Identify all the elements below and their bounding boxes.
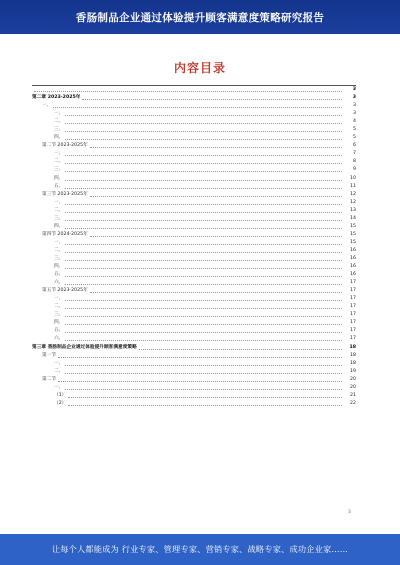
toc-entry-text: 二、 xyxy=(54,119,64,125)
toc-entry-text: 二、 xyxy=(54,159,64,165)
toc-entry[interactable] xyxy=(32,199,356,207)
toc-entry[interactable] xyxy=(32,287,356,295)
toc-entry[interactable] xyxy=(32,255,356,263)
toc-dot-leader xyxy=(65,251,342,253)
toc-dot-leader xyxy=(65,203,342,205)
toc-entry-text: （1） xyxy=(54,392,67,398)
toc-dot-leader xyxy=(65,138,342,140)
toc-entry-page-number: 9 xyxy=(353,167,356,173)
toc-entry-page-number: 16 xyxy=(350,272,356,278)
toc-dot-leader xyxy=(65,187,342,189)
toc-entry-page-number: 6 xyxy=(353,143,356,149)
toc-entry[interactable] xyxy=(32,271,356,279)
toc-entry-page-number: 15 xyxy=(350,223,356,229)
toc-entry-text: 一、 xyxy=(54,239,64,245)
toc-entry[interactable] xyxy=(32,263,356,271)
toc-entry-page-number: 3 xyxy=(353,103,356,109)
toc-entry-text: 第二节 2023-2025年 xyxy=(42,143,88,149)
toc-dot-leader xyxy=(65,323,342,325)
toc-entry-text: 第三章 香肠制品企业通过体验提升顾客满意度策略 xyxy=(32,344,137,350)
toc-dot-leader xyxy=(58,356,342,358)
toc-entry-text: 一、 xyxy=(54,111,64,117)
toc-entry-page-number: 7 xyxy=(353,151,356,157)
toc-entry-page-number: 15 xyxy=(350,239,356,245)
toc-entry-text: 二、 xyxy=(54,207,64,213)
toc-entry-page-number: 17 xyxy=(350,304,356,310)
toc-dot-leader xyxy=(65,130,342,132)
toc-entry-page-number: 3 xyxy=(353,111,356,117)
toc-entry[interactable] xyxy=(32,392,356,400)
toc-entry-text: 五、 xyxy=(54,183,64,189)
toc-entry-text: 第二节 xyxy=(42,376,57,382)
toc-dot-leader xyxy=(34,90,342,92)
toc-entry-text: 四、 xyxy=(54,175,64,181)
toc-dot-leader xyxy=(65,283,342,285)
toc-entry-page-number: 18 xyxy=(350,360,356,366)
toc-entry-text: 一、 xyxy=(54,296,64,302)
toc-entry[interactable] xyxy=(32,279,356,287)
toc-entry[interactable] xyxy=(32,231,356,239)
toc-entry-page-number: 19 xyxy=(350,368,356,374)
toc-entry[interactable] xyxy=(32,215,356,223)
toc-entry[interactable] xyxy=(32,335,356,343)
toc-entry[interactable] xyxy=(32,327,356,335)
toc-entry[interactable] xyxy=(32,166,356,174)
toc-entry-page-number: 20 xyxy=(350,376,356,382)
toc-entry-text: 三、 xyxy=(54,167,64,173)
toc-entry[interactable] xyxy=(32,142,356,150)
toc-entry[interactable] xyxy=(32,191,356,199)
toc-dot-leader xyxy=(65,162,342,164)
toc-dot-leader xyxy=(65,154,342,156)
toc-dot-leader xyxy=(90,146,342,148)
toc-entry[interactable] xyxy=(32,126,356,134)
toc-entry-page-number: 14 xyxy=(350,215,356,221)
toc-entry[interactable] xyxy=(32,247,356,255)
toc-entry-text: 二、 xyxy=(54,368,64,374)
toc-entry[interactable] xyxy=(32,303,356,311)
toc-entry[interactable] xyxy=(32,295,356,303)
toc-entry[interactable] xyxy=(32,223,356,231)
toc-entry[interactable] xyxy=(32,86,356,94)
toc-entry-text: 二、 xyxy=(54,304,64,310)
toc-entry-text: 一、 xyxy=(54,384,64,390)
toc-dot-leader xyxy=(65,307,342,309)
toc-entry-page-number: 17 xyxy=(350,288,356,294)
toc-entry[interactable] xyxy=(32,352,356,360)
toc-entry-page-number: 11 xyxy=(350,183,356,189)
footer-bar xyxy=(0,534,400,565)
toc-entry-text: 六、 xyxy=(54,280,64,286)
toc-entry-text: 第五节 2023-2025年 xyxy=(42,288,88,294)
toc-entry-page-number: 12 xyxy=(350,199,356,205)
toc-entry-text: 五、 xyxy=(54,272,64,278)
toc-entry-page-number: 17 xyxy=(350,296,356,302)
toc-entry-text: 六、 xyxy=(54,336,64,342)
toc-dot-leader xyxy=(65,339,342,341)
toc-dot-leader xyxy=(65,211,342,213)
toc-dot-leader xyxy=(53,106,342,108)
toc-dot-leader xyxy=(65,179,342,181)
toc-dot-leader xyxy=(82,98,342,100)
toc-entry-text: 三、 xyxy=(54,127,64,133)
toc-entry-page-number: 18 xyxy=(350,352,356,358)
toc-entry-page-number: 17 xyxy=(350,336,356,342)
toc-dot-leader xyxy=(65,259,342,261)
toc-entry-page-number: 16 xyxy=(350,247,356,253)
toc-entry-text: 一、 xyxy=(54,151,64,157)
toc-entry-page-number: 17 xyxy=(350,312,356,318)
toc-entry[interactable] xyxy=(32,102,356,110)
toc-entry-text: 三、 xyxy=(54,215,64,221)
toc-entry-page-number: 17 xyxy=(350,328,356,334)
toc-heading: 内容目录 xyxy=(173,61,226,75)
toc-dot-leader xyxy=(65,299,342,301)
toc-entry[interactable] xyxy=(32,344,356,352)
toc-entry-page-number: 20 xyxy=(350,384,356,390)
toc-entry[interactable] xyxy=(32,384,356,392)
toc-entry[interactable] xyxy=(32,239,356,247)
toc-list xyxy=(32,86,356,408)
toc-entry-text: 二、 xyxy=(54,247,64,253)
toc-entry[interactable] xyxy=(32,207,356,215)
toc-dot-leader xyxy=(68,404,342,406)
toc-entry-page-number: 12 xyxy=(350,191,356,197)
toc-entry[interactable] xyxy=(32,376,356,384)
toc-entry-text: 三、 xyxy=(54,312,64,318)
toc-dot-leader xyxy=(90,291,342,293)
toc-entry-page-number: 3 xyxy=(352,95,356,101)
toc-entry[interactable] xyxy=(32,118,356,126)
toc-dot-leader xyxy=(65,122,342,124)
toc-dot-leader xyxy=(68,396,342,398)
toc-entry-page-number: 21 xyxy=(350,392,356,398)
toc-entry-page-number: 16 xyxy=(350,255,356,261)
toc-entry-text: （2） xyxy=(54,400,67,406)
toc-entry-page-number: 15 xyxy=(350,231,356,237)
toc-entry[interactable] xyxy=(32,150,356,158)
toc-entry[interactable] xyxy=(32,94,356,102)
toc-entry[interactable] xyxy=(32,110,356,118)
toc-dot-leader xyxy=(139,348,342,350)
toc-dot-leader xyxy=(65,275,342,277)
toc-entry-text: 第二章 2023-2025年 xyxy=(32,95,81,101)
toc-entry-text: 第四节 2024-2025年 xyxy=(42,231,88,237)
toc-dot-leader xyxy=(65,372,342,374)
toc-dot-leader xyxy=(65,364,342,366)
toc-entry-page-number: 4 xyxy=(353,119,356,125)
toc-dot-leader xyxy=(90,235,342,237)
toc-dot-leader xyxy=(65,227,342,229)
toc-entry[interactable] xyxy=(32,400,356,408)
toc-entry-text: 五、 xyxy=(54,328,64,334)
toc-dot-leader xyxy=(65,219,342,221)
report-title: 香肠制品企业通过体验提升顾客满意度策略研究报告 xyxy=(75,11,325,24)
toc-entry-text: 一、 xyxy=(54,360,64,366)
report-header-bar xyxy=(0,0,400,34)
toc-entry-text: 一、 xyxy=(54,199,64,205)
toc-entry-page-number: 10 xyxy=(350,175,356,181)
toc-entry[interactable] xyxy=(32,158,356,166)
toc-entry[interactable] xyxy=(32,368,356,376)
toc-entry-page-number: 5 xyxy=(353,135,356,141)
toc-entry-page-number: 17 xyxy=(350,280,356,286)
toc-entry[interactable] xyxy=(32,360,356,368)
toc-entry-text: 第三节 2023-2025年 xyxy=(42,191,88,197)
toc-entry[interactable] xyxy=(32,175,356,183)
toc-entry[interactable] xyxy=(32,319,356,327)
footer-slogan: 让每个人都能成为 行业专家、管理专家、营销专家、战略专家、成功企业家…… xyxy=(51,544,349,554)
toc-entry-page-number: 3 xyxy=(352,87,356,92)
toc-entry-page-number: 18 xyxy=(349,344,356,350)
toc-entry-page-number: 13 xyxy=(350,207,356,213)
toc-entry[interactable] xyxy=(32,183,356,191)
page-number: 3 xyxy=(348,510,351,515)
toc-entry-text: 四、 xyxy=(54,320,64,326)
toc-dot-leader xyxy=(65,388,342,390)
toc-dot-leader xyxy=(58,380,342,382)
toc-dot-leader xyxy=(90,195,342,197)
toc-entry-text: 四、 xyxy=(54,135,64,141)
toc-entry-page-number: 22 xyxy=(350,400,356,406)
toc-entry-page-number: 5 xyxy=(353,127,356,133)
toc-dot-leader xyxy=(65,114,342,116)
toc-dot-leader xyxy=(65,243,342,245)
toc-dot-leader xyxy=(65,315,342,317)
toc-entry-page-number: 16 xyxy=(350,264,356,270)
toc-entry[interactable] xyxy=(32,311,356,319)
toc-entry-text: 一、 xyxy=(42,103,52,109)
toc-dot-leader xyxy=(65,331,342,333)
toc-dot-leader xyxy=(65,170,342,172)
toc-entry-page-number: 8 xyxy=(353,159,356,165)
toc-entry-text: 三、 xyxy=(54,255,64,261)
toc-entry-text: 四、 xyxy=(54,223,64,229)
toc-entry-text: 第一节 xyxy=(42,352,57,358)
toc-dot-leader xyxy=(65,267,342,269)
toc-entry-text: 四、 xyxy=(54,264,64,270)
toc-entry-page-number: 17 xyxy=(350,320,356,326)
toc-entry[interactable] xyxy=(32,134,356,142)
